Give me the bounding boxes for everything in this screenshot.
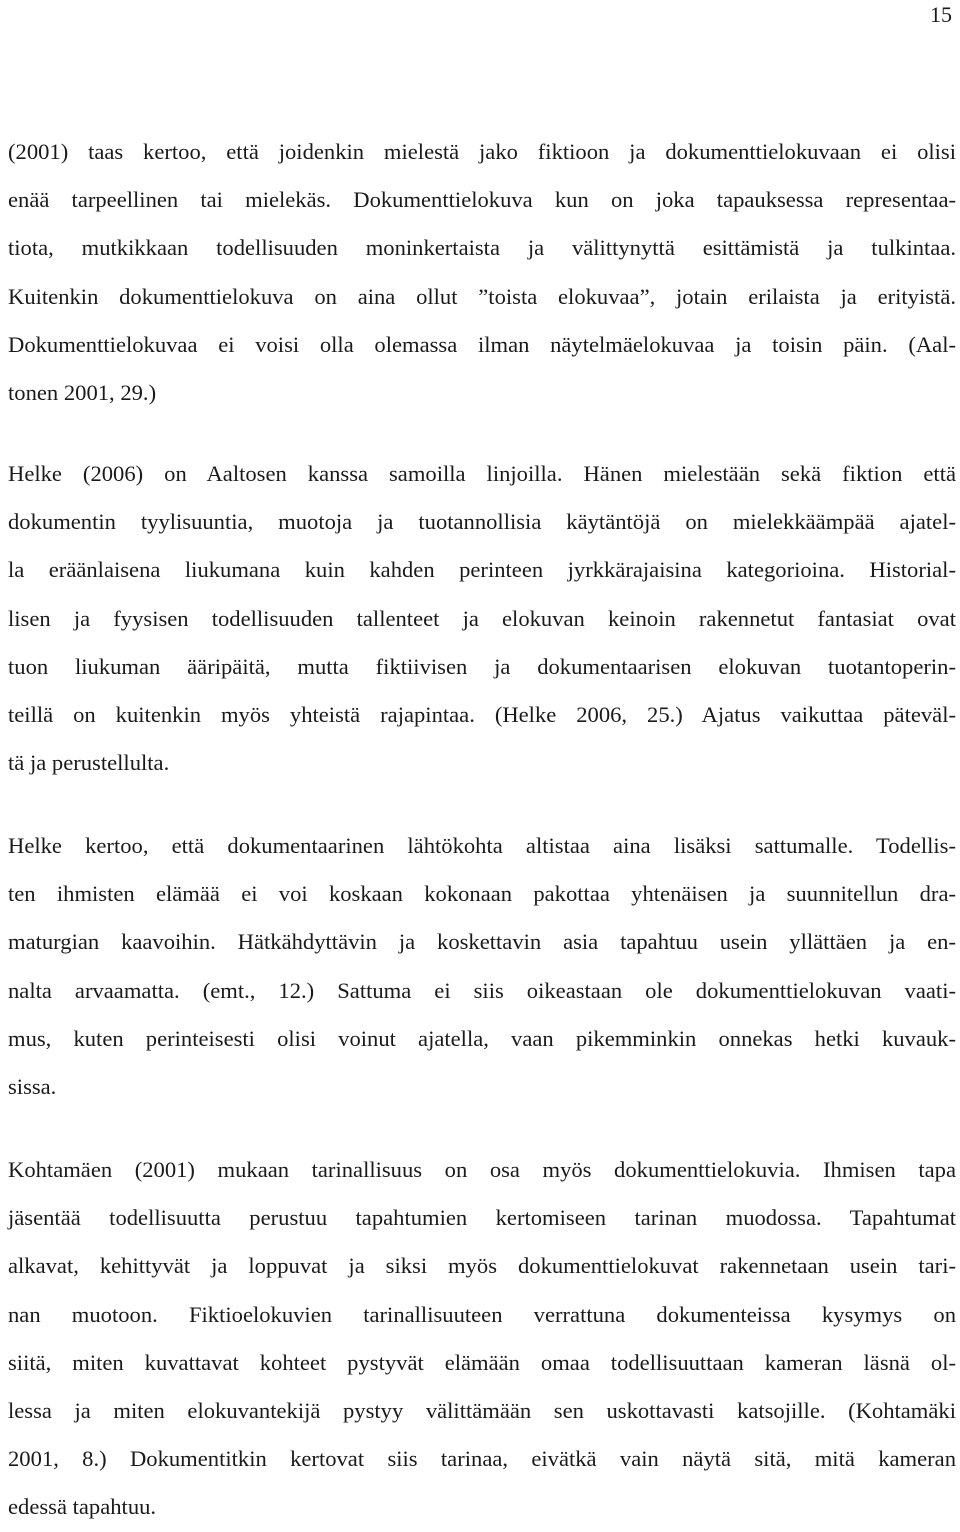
page-number: 15 xyxy=(930,2,952,27)
paragraph-3 xyxy=(8,822,956,1111)
text-line: (2001) taas kertoo, että joidenkin mielestä jako fiktioon ja dokumenttielokuvaan ei olisi xyxy=(8,139,956,164)
text-line: teillä on kuitenkin myös yhteistä rajapintaa. (Helke 2006, 25.) Ajatus vaikuttaa päteväl- xyxy=(8,702,956,728)
text-line: tiota, mutkikkaan todellisuuden moninkertaista ja välittynyttä esittämistä ja tulkintaa. xyxy=(8,235,956,261)
text-line: tä ja perustellulta. xyxy=(8,750,170,776)
text-line: dokumentin tyylisuuntia, muotoja ja tuotannollisia käytäntöjä on mielekkäämpää ajatel- xyxy=(8,509,956,535)
text-line: edessä tapahtuu. xyxy=(8,1494,157,1520)
text-line: lessa ja miten elokuvantekijä pystyy välittämään sen uskottavasti katsojille. (Kohtamäki xyxy=(8,1398,956,1424)
text-line: tuon liukuman ääripäitä, mutta fiktiivisen ja dokumentaarisen elokuvan tuotantoperin- xyxy=(8,653,956,679)
text-line: Kohtamäen (2001) mukaan tarinallisuus on osa myös dokumenttielokuvia. Ihmisen tapa xyxy=(8,1157,956,1182)
text-line: Dokumenttielokuvaa ei voisi olla olemassa ilman näytelmäelokuvaa ja toisin päin. (Aal- xyxy=(8,331,956,357)
text-line: nan muotoon. Fiktioelokuvien tarinallisuuteen verrattuna dokumenteissa kysymys on xyxy=(8,1301,956,1327)
text-line: nalta arvaamatta. (emt., 12.) Sattuma ei siis oikeastaan ole dokumenttielokuvan vaati- xyxy=(8,977,956,1003)
text-line: alkavat, kehittyvät ja loppuvat ja siksi myös dokumenttielokuvat rakennetaan usein tari- xyxy=(8,1253,956,1279)
text-line: maturgian kaavoihin. Hätkähdyttävin ja koskettavin asia tapahtuu usein yllättäen ja en- xyxy=(8,929,956,955)
paragraph-1 xyxy=(8,128,956,417)
text-line: Kuitenkin dokumenttielokuva on aina ollut ”toista elokuvaa”, jotain erilaista ja erityistä. xyxy=(8,283,956,309)
text-line: Helke (2006) on Aaltosen kanssa samoilla linjoilla. Hänen mielestään sekä fiktion että xyxy=(8,461,956,486)
text-line: jäsentää todellisuutta perustuu tapahtumien kertomiseen tarinan muodossa. Tapahtumat xyxy=(8,1205,956,1231)
text-line: la eräänlaisena liukumana kuin kahden perinteen jyrkkärajaisina kategorioina. Historial- xyxy=(8,557,956,583)
text-line: enää tarpeellinen tai mielekäs. Dokumenttielokuva kun on joka tapauksessa representaa- xyxy=(8,187,956,213)
paragraph-4 xyxy=(8,1146,956,1532)
text-line: ten ihmisten elämää ei voi koskaan kokonaan pakottaa yhtenäisen ja suunnitellun dra- xyxy=(8,881,956,907)
text-line: tonen 2001, 29.) xyxy=(8,380,157,406)
text-line: sissa. xyxy=(8,1074,57,1100)
text-line: Helke kertoo, että dokumentaarinen lähtökohta altistaa aina lisäksi sattumalle. Todellis- xyxy=(8,833,956,858)
paragraph-2 xyxy=(8,450,956,787)
text-line: siitä, miten kuvattavat kohteet pystyvät elämään omaa todellisuuttaan kameran läsnä ol- xyxy=(8,1349,956,1375)
text-line: lisen ja fyysisen todellisuuden tallenteet ja elokuvan keinoin rakennetut fantasiat ovat xyxy=(8,605,956,631)
text-line: mus, kuten perinteisesti olisi voinut ajatella, vaan pikemminkin onnekas hetki kuvauk- xyxy=(8,1025,956,1051)
text-line: 2001, 8.) Dokumentitkin kertovat siis tarinaa, eivätkä vain näytä sitä, mitä kameran xyxy=(8,1446,956,1472)
